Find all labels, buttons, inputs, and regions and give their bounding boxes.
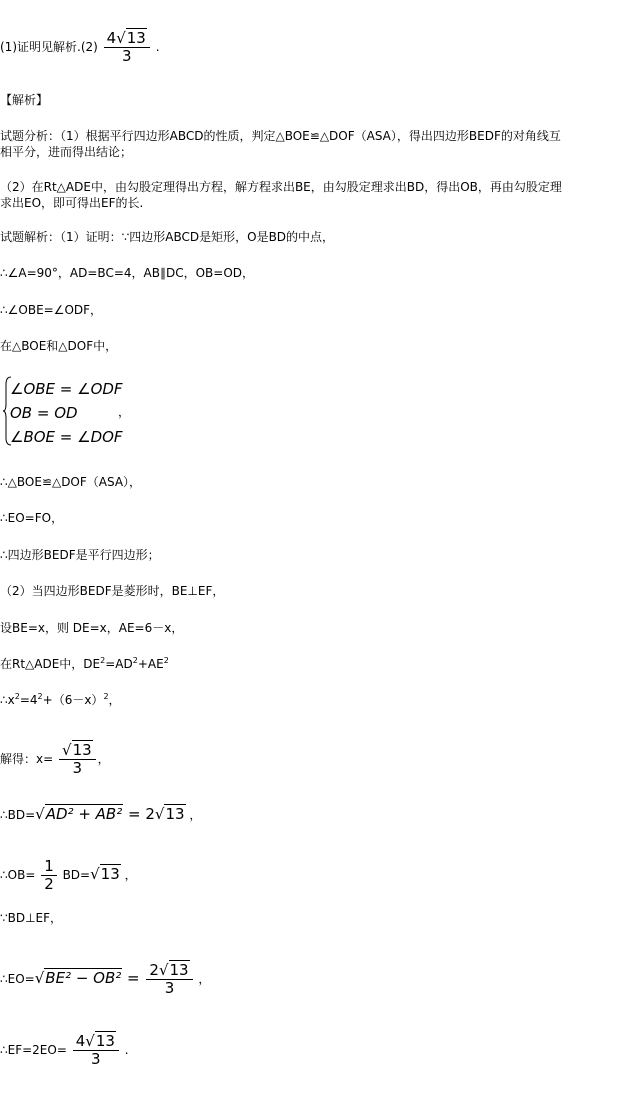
x-fraction: $\frac{√13}{3}$ bbox=[59, 742, 96, 777]
solution-line-3: ∴∠OBE=∠ODF， bbox=[0, 303, 103, 317]
ob-radicand: 13 bbox=[100, 865, 120, 883]
exp-1: 2 bbox=[100, 656, 106, 665]
section-heading: 【解析】 bbox=[0, 93, 49, 107]
x-radicand: 13 bbox=[72, 741, 92, 759]
system-eq-2: OB = OD bbox=[10, 404, 78, 422]
eo-coef: 2 bbox=[149, 961, 159, 979]
ob-label: ∴OB= bbox=[0, 868, 36, 882]
half-den: 2 bbox=[44, 875, 54, 893]
exp-4: 2 bbox=[14, 692, 20, 701]
x-end: ， bbox=[97, 752, 110, 766]
solution-line-1: 试题解析：（1）证明：∵四边形ABCD是矩形，O是BD的中点， bbox=[0, 230, 335, 244]
eq-x: ∴x bbox=[0, 693, 15, 707]
bd-label: ∴BD= bbox=[0, 808, 36, 822]
solution-line-6: ∴EO=FO， bbox=[0, 511, 64, 525]
eq-6x: +（6－x） bbox=[42, 693, 104, 707]
solution-line-11 bbox=[0, 692, 121, 708]
ef-coef: 4 bbox=[75, 1032, 86, 1050]
exp-2: 2 bbox=[132, 656, 138, 665]
bd-equals: = 2 bbox=[123, 805, 155, 823]
ef-fraction: $\frac{4√13}{3}$ bbox=[73, 1033, 119, 1068]
solution-line-16: ∴EO=√BE² − OB² = $\frac{2√13}{3}$ ， bbox=[0, 961, 211, 997]
x-den: 3 bbox=[72, 759, 83, 777]
solution-line-8: （2）当四边形BEDF是菱形时，BE⊥EF， bbox=[0, 584, 225, 598]
answer-part2-label: (2) bbox=[80, 40, 98, 54]
bd-result-radicand: 13 bbox=[165, 805, 185, 823]
eq-end: ， bbox=[108, 693, 121, 707]
eq-4: =4 bbox=[19, 693, 38, 707]
analysis-line-4: 求出EO，即可得出EF的长. bbox=[0, 196, 144, 210]
ef-label: ∴EF=2EO= bbox=[0, 1043, 67, 1057]
bd-end: ， bbox=[189, 808, 202, 822]
ob-bd: BD= bbox=[58, 868, 91, 882]
system-comma: ， bbox=[118, 405, 131, 419]
eo-fraction: $\frac{2√13}{3}$ bbox=[146, 962, 192, 997]
pythag-ad: =AD bbox=[105, 657, 133, 671]
solution-line-12 bbox=[0, 742, 110, 777]
equation-system bbox=[10, 377, 123, 449]
exp-3: 2 bbox=[163, 656, 169, 665]
eo-equals: = bbox=[122, 969, 145, 987]
ef-end: . bbox=[124, 1043, 129, 1057]
solution-line-7: ∴四边形BEDF是平行四边形； bbox=[0, 548, 160, 562]
eo-result-radicand: 13 bbox=[169, 961, 189, 979]
bd-radicand: AD² + AB² bbox=[45, 805, 123, 823]
system-eq-3: ∠BOE = ∠DOF bbox=[10, 428, 123, 446]
exp-5: 2 bbox=[37, 692, 43, 701]
solution-line-17 bbox=[0, 1033, 129, 1068]
eo-end: ， bbox=[198, 972, 211, 986]
solution-line-9: 设BE=x，则 DE=x，AE=6－x， bbox=[0, 621, 184, 635]
answer-fraction: $\frac{4√13}{3}$ bbox=[104, 30, 150, 65]
solution-line-13: ∴BD=√AD² + AB² = 2√13 ， bbox=[0, 805, 202, 823]
solution-line-15: ∵BD⊥EF， bbox=[0, 911, 63, 925]
analysis-line-3: （2）在Rt△ADE中，由勾股定理得出方程，解方程求出BE，由勾股定理求出BD，得出OB，再由勾股定理 bbox=[0, 180, 562, 194]
ef-radicand: 13 bbox=[95, 1032, 115, 1050]
answer-radicand: 13 bbox=[126, 29, 146, 47]
ef-den: 3 bbox=[91, 1050, 101, 1068]
answer-part1: (1)证明见解析. bbox=[0, 40, 81, 54]
solution-line-5: ∴△BOE≌△DOF（ASA）， bbox=[0, 475, 142, 489]
answer-line bbox=[0, 30, 160, 65]
eo-label: ∴EO= bbox=[0, 972, 35, 986]
eo-radicand: BE² − OB² bbox=[45, 969, 122, 987]
solution-line-4: 在△BOE和△DOF中， bbox=[0, 339, 118, 353]
half-fraction bbox=[41, 858, 57, 893]
analysis-line-1: 试题分析：（1）根据平行四边形ABCD的性质，判定△BOE≌△DOF（ASA），得出四边形BEDF的对角线互 bbox=[0, 129, 561, 143]
pythag-de: 在Rt△ADE中，DE bbox=[0, 657, 101, 671]
solve-label: 解得：x= bbox=[0, 752, 54, 766]
solution-line-2: ∴∠A=90°，AD=BC=4，AB∥DC，OB=OD， bbox=[0, 266, 254, 280]
analysis-line-2: 相平分，进而得出结论； bbox=[0, 145, 133, 159]
eo-den: 3 bbox=[164, 979, 175, 997]
answer-end: . bbox=[155, 40, 160, 54]
exp-6: 2 bbox=[103, 692, 109, 701]
solution-line-10 bbox=[0, 656, 169, 672]
ob-end: ， bbox=[124, 868, 137, 882]
system-eq-1: ∠OBE = ∠ODF bbox=[10, 380, 123, 398]
solution-line-14: ∴OB= $\frac{1}{2}$ BD=√13 ， bbox=[0, 857, 137, 893]
half-num: 1 bbox=[41, 858, 57, 876]
answer-den: 3 bbox=[121, 47, 132, 65]
answer-coef: 4 bbox=[106, 29, 117, 47]
pythag-ae: +AE bbox=[137, 657, 164, 671]
